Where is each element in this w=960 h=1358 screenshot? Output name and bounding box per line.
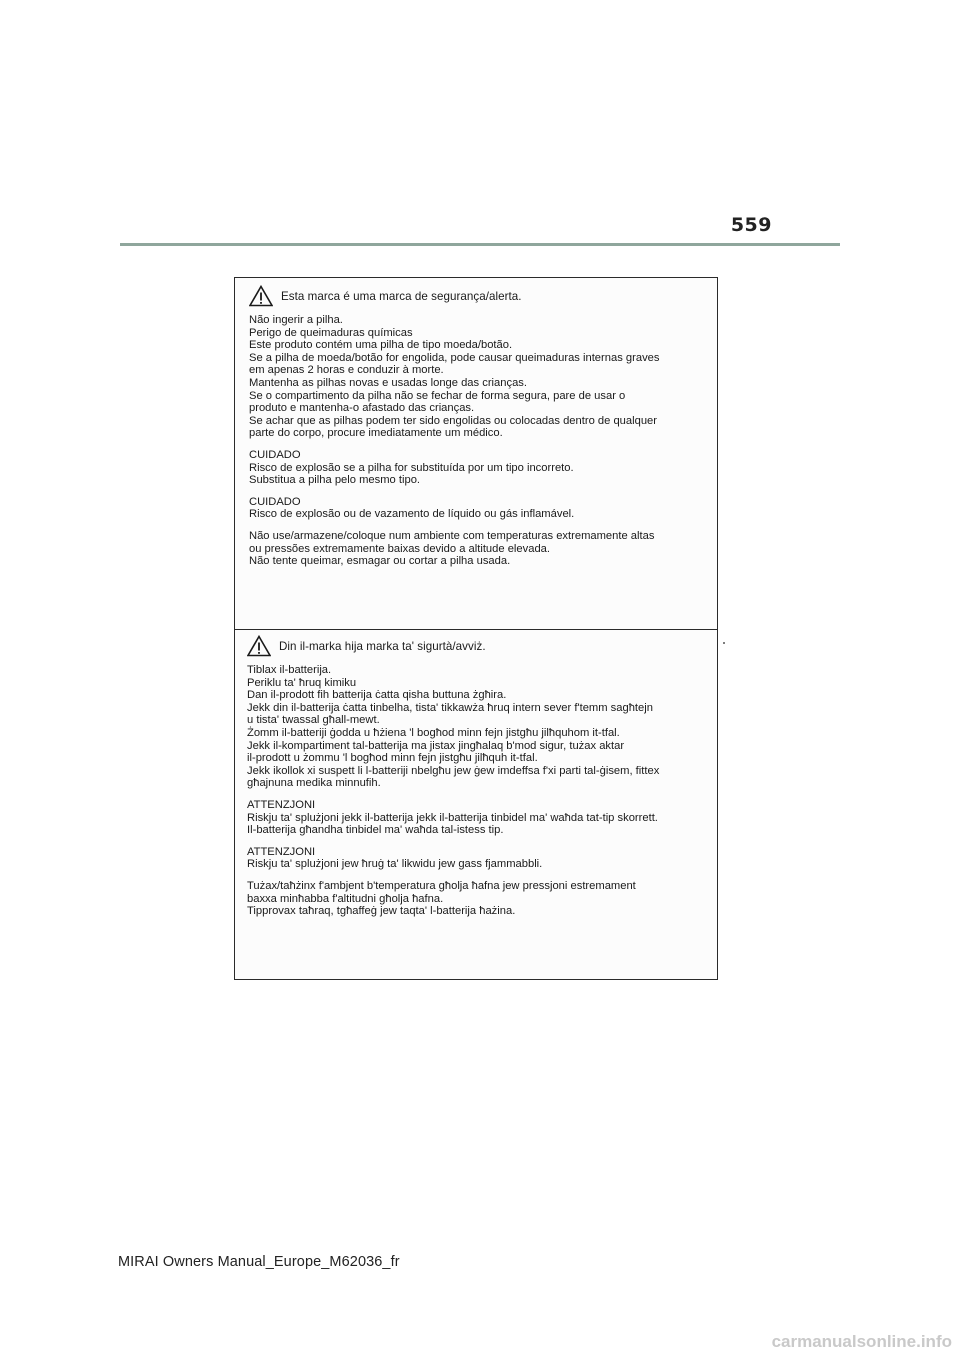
text-block-ingestion [249,314,709,440]
warning-header-text: Esta marca é uma marca de segurança/alerta. [281,289,522,303]
text-line: Se achar que as pilhas podem ter sido engolidas ou colocadas dentro de qualquer [249,414,657,427]
text-line: Se o compartimento da pilha não se fechar de forma segura, pare de usar o [249,389,626,402]
text-line: Żomm il-batteriji ġodda u ħżiena 'l bogħod minn fejn jistgħu jilħquhom it-tfal. [247,726,620,739]
document-footer: MIRAI Owners Manual_Europe_M62036_fr [118,1254,400,1270]
text-line: Tiblax il-batterija. [247,664,332,676]
text-block-caution-replacement [249,449,709,487]
text-line: produto e mantenha-o afastado das crianças. [249,402,475,415]
warning-section-maltese [235,630,717,980]
text-line: Riskju ta' splużjoni jekk il-batterija jekk il-batterija tinbidel ma' waħda tat-tip skorrett. [247,811,658,824]
text-line: CUIDADO [249,495,301,508]
text-line: Riskju ta' splużjoni jew ħruġ ta' likwidu jew gass fjammabbli. [247,858,543,871]
text-line: Tipprovax taħraq, tgħaffeġ jew taqta' l-batterija ħażina. [247,905,516,918]
text-line: Se a pilha de moeda/botão for engolida, pode causar queimaduras internas graves [249,351,660,364]
text-block-ingestion [247,664,709,790]
battery-warning-label [234,277,718,980]
text-line: CUIDADO [249,448,301,461]
warning-header-maltese [247,632,709,660]
text-line: ou pressões extremamente baixas devido a altitude elevada. [249,542,551,555]
page-number: 559 [730,214,772,236]
warning-header-text: Din il-marka hija marka ta' sigurtà/avviż. [279,639,486,653]
text-line: Substitua a pilha pelo mesmo tipo. [249,474,421,487]
text-line: Jekk il-kompartiment tal-batterija ma jistax jingħalaq b'mod sigur, tużax aktar [247,739,625,752]
text-line: għajnuna medika minnufih. [247,777,381,790]
text-line: Dan il-prodott fih batterija ċatta qisha buttuna żgħira. [247,689,507,702]
text-line: Este produto contém uma pilha de tipo moeda/botão. [249,339,513,352]
warning-header-portuguese [249,282,709,310]
text-line: Risco de explosão ou de vazamento de líquido ou gás inflamável. [249,508,575,521]
header-rule [120,243,840,246]
text-line: Periklu ta' ħruq kimiku [247,676,357,689]
text-line: Il-batterija għandha tinbidel ma' waħda tal-istess tip. [247,824,504,837]
text-block-caution-leakage [247,846,709,871]
text-block-caution-leakage [249,496,709,521]
text-line: Risco de explosão se a pilha for substituída por um tipo incorreto. [249,461,574,474]
text-line: Não ingerir a pilha. [249,314,343,326]
text-line: ATTENZJONI [247,845,316,858]
warning-triangle-icon [249,285,273,307]
text-line: il-prodott u żommu 'l bogħod minn fejn jistgħu jilħquh it-tfal. [247,752,538,765]
text-block-environment [247,880,709,918]
text-block-caution-replacement [247,799,709,837]
text-line: Não tente queimar, esmagar ou cortar a pilha usada. [249,555,511,568]
warning-triangle-icon [247,635,271,657]
watermark: carmanualsonline.info [771,1332,952,1351]
scan-speck [723,642,725,644]
text-line: u tista' twassal għall-mewt. [247,714,380,727]
text-line: Jekk ikollok xi suspett li l-batteriji nbelgħu jew ġew imdeffsa f'xi parti tal-ġisem, fittex [247,764,660,777]
text-line: ATTENZJONI [247,798,316,811]
text-line: Tużax/taħżinx f'ambjent b'temperatura għolja ħafna jew pressjoni estremament [247,879,636,892]
text-line: Mantenha as pilhas novas e usadas longe das crianças. [249,376,527,389]
warning-section-portuguese [235,278,717,630]
text-line: em apenas 2 horas e conduzir à morte. [249,364,444,377]
text-line: Perigo de queimaduras químicas [249,326,413,339]
text-line: Jekk din il-batterija ċatta tinbelha, tista' tikkawża ħruq intern sever f'temm sagħtejn [247,701,653,714]
text-block-environment [249,530,709,568]
text-line: baxxa minħabba f'altitudni għolja ħafna. [247,892,444,905]
text-line: parte do corpo, procure imediatamente um médico. [249,427,503,440]
text-line: Não use/armazene/coloque num ambiente com temperaturas extremamente altas [249,529,655,542]
